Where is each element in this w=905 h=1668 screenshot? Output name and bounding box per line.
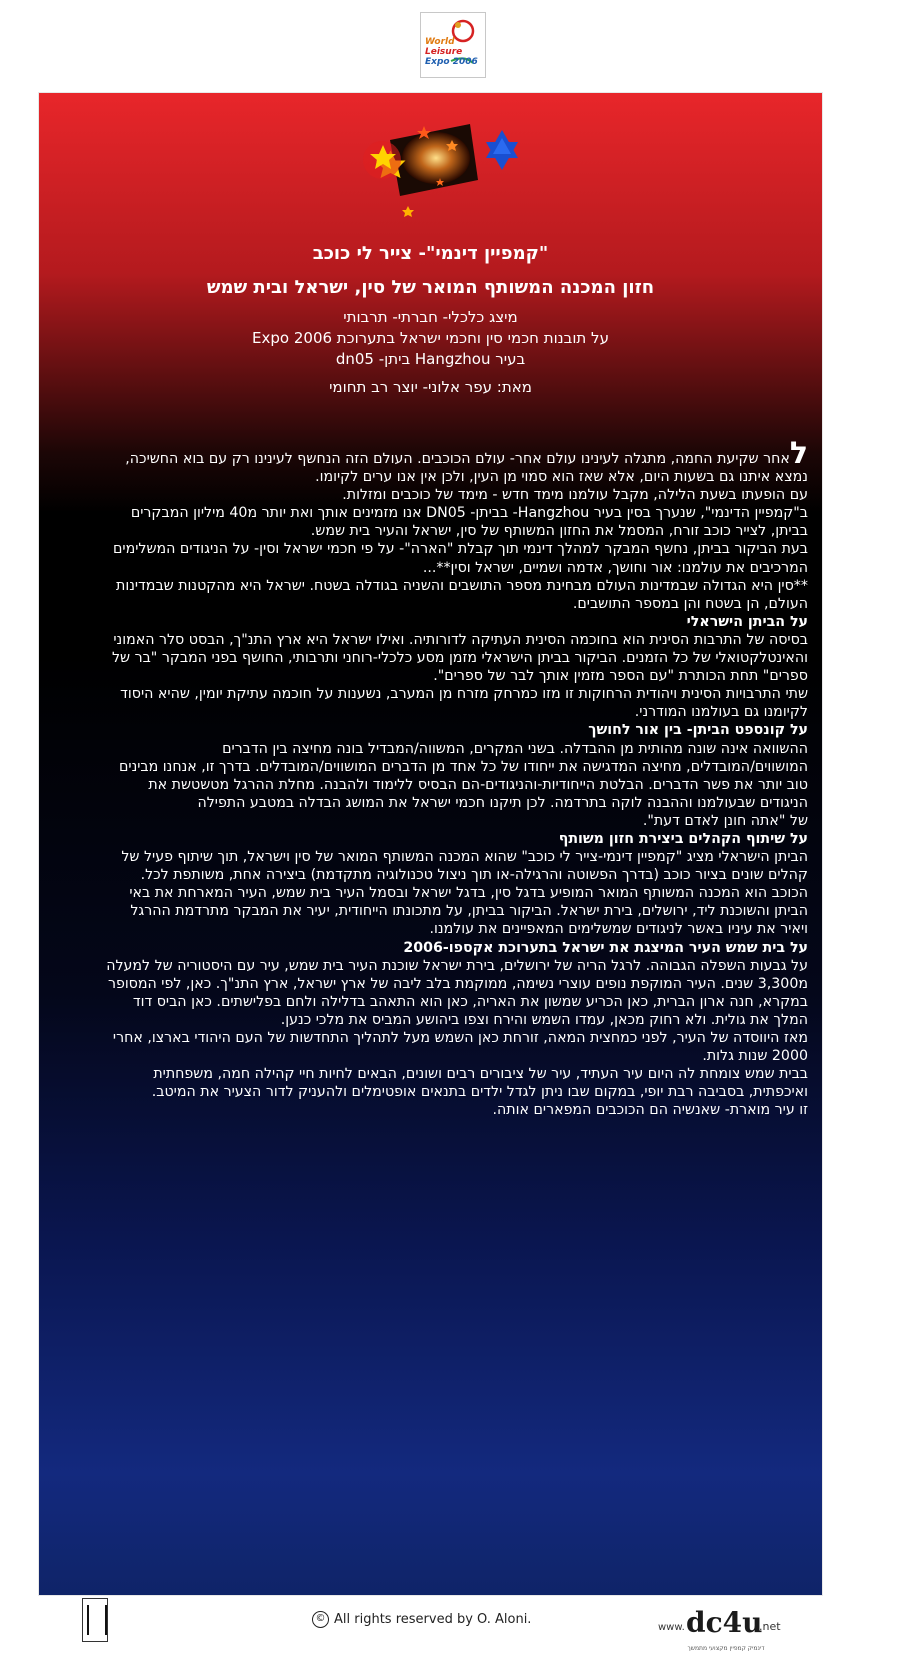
expo-logo	[420, 12, 486, 78]
expo-logo-line3: Expo 2006	[425, 57, 478, 67]
publisher-logo	[82, 1598, 108, 1642]
paragraph: הביתן הישראלי מציג "קמפיין דינמי-צייר לי כוכב" שהוא המכנה המשותף המואר של סין וישראל, תוך שיתוף פעיל של קהלים שונים בציור כוכב (בדרך הפשוטה והרגילה-או תוך ניצול טכנולוגיה מתקדמת) ביצירה אחת, משותפת לכל.	[121, 849, 808, 884]
paragraph: של "אתה חונן לאדם דעת".	[642, 812, 808, 829]
expo-logo-line2: Leisure	[425, 47, 463, 57]
paragraph: בעת הביקור בביתן, נחשף המבקר למהלך דינמי תוך קבלת "הארה"- על פי חכמי ישראל וסין- על הניגודים המשלימים המרכיבים את עולמנו: אור וחושך, אדמה ושמיים, ישראל וסין**...	[112, 541, 808, 576]
paragraph: בסיסה של התרבות הסינית הוא בחוכמה הסינית העתיקה לדורותיה. ואילו ישראל היא ארץ התנ"ך, הבסט סלר האמוני והאינטלקטואלי של כל הזמנים. הביקור בביתן הישראלי מזמן מסע כלכלי-רוחני ותרבותי, החושף בפני המבקר "בר של ספרים" תחת הכותרת "עם הספר מזמין אותך לבר של ספרים".	[111, 631, 808, 685]
intro-line-2: על תובנות חכמי סין וחכמי ישראל בתערוכת Expo 2006	[252, 329, 609, 347]
paragraph: על גבעות השפלה הגבוהה. לרגל הריה של ירושלים, בירת ישראל שוכנת העיר בית שמש, עיר עם היסטוריה של למעלה מ3,300 שנים. העיר המוקפת נופים עוצרי נשימה, ממוקמת בלב ליבה של ארץ ישראל, ארץ התנ"ך. כאן, לפי המסופר במקרא, חנה ארון הברית, כאן הכריע שמשון את האריה, כאן הוא התאהב בדלילה ולחם בפלישתים. כאן הביס דוד המלך את גולית. ולא רחוק מכאן, עמדו השמש והירח וצפו ביהושע המביס את מלכי כנען.	[106, 957, 808, 1028]
paragraph: זו עיר מוארת- שאנשיה הם הכוכבים המפארים אותה.	[492, 1102, 808, 1119]
copyright-icon: ©	[312, 1611, 329, 1628]
article-body	[106, 436, 808, 1119]
copyright-notice: © All rights reserved by O. Aloni.	[312, 1611, 531, 1628]
paragraph: שתי התרבויות הסינית ויהודית הרחוקות זו מזו כמרחק מזרח מן המערב, נשענות על חוכמה עתיקת יומין, שהיא היסוד לקיומנו גם בעולמנו המודרני.	[120, 686, 808, 721]
drop-cap: ל	[789, 436, 808, 471]
paragraph: עם הופעתו בשעת הלילה, מקבל עולמנו מימד חדש - מימד של כוכבים ומזלות.	[342, 487, 808, 504]
intro-line-3: בעיר Hangzhou ביתן- dn05	[335, 350, 526, 368]
logo-tagline: דינמיק קמפיין מקצועי מתמשך	[687, 1645, 765, 1652]
paragraph: בבית שמש צומחת לה היום עיר העתיד, עיר של ציבורים רבים ושונים, הבאים לחיות חיי קהילה חמה, משפחתית ואיכפתית, בסביבה רבת יופי, במקום שבו ניתן לגדל ילדים בתנאים אופטימלים ולהעניק לדור הצעיר את המיטב.	[151, 1066, 808, 1101]
small-star-icon	[402, 206, 414, 217]
author-line: מאת: עפר אלוני- יוצר רב תחומי	[329, 378, 532, 396]
stars-glow	[402, 132, 470, 184]
paragraph: **סין היא הגדולה שבמדינות העולם מבחינת מספר התושבים והשניה בגודלה בשטח. ישראל היא מהקטנות שבמדינות העולם, הן בשטח והן במספר התושבים.	[116, 577, 808, 612]
paragraph: ב"קמפיין הדינמי", שנערך בסין בעיר Hangzhou- בביתן- DN05 אנו מזמינים אותך ואת יותר מ40 מיליון המבקרים בביתן, לצייר כוכב זורח, המסמל את החזון המשותף של סין, ישראל והעיר בית שמש.	[130, 505, 808, 540]
section-heading: על קונספט הביתן- בין אור לחושך	[588, 722, 808, 739]
logo-net: .net	[759, 1620, 781, 1633]
logo-main: dc4u	[686, 1606, 763, 1639]
main-title: "קמפיין דינמי"- צייר לי כוכב	[312, 243, 549, 264]
logo-www: www.	[658, 1622, 685, 1633]
paragraph: לאחר שקיעת החמה, מתגלה לעינינו עולם אחר- עולם הכוכבים. העולם הזה הנחשף לעינינו רק עם בוא החשיכה, נמצא איתנו גם בשעות היום, אלא שאז הוא סמוי מן העין, ולכן אין אנו ערים לקיומו.	[125, 436, 808, 486]
subtitle: חזון המכנה המשותף המואר של סין, ישראל ובית שמש	[206, 277, 655, 298]
expo-logo-line1: World	[425, 37, 455, 47]
dc4u-logo[interactable]	[660, 1600, 785, 1655]
paragraph: ההשוואה אינה שונה מהותית מן ההבדלה. בשני המקרים, המשווה/המבדיל בונה מחיצה בין הדברים המושווים/המובדלים, מחיצה המדגישה את ייחודו של כל אחד מן הדברים המושווים/המובדלים. בדרך זו, אנחנו מבינים טוב יותר את פשר הדברים. הבלטת הייחודיות-והניגודים-הם הבסיס ללימוד ולהבנה. מחלת ההרגל מטשטשת את הניגודים שבעולמנו וההבנה לוקה בתרדמה. לכן תיקנו חכמי ישראל את המושג הבדלה במטבע התפילה	[118, 740, 808, 811]
section-heading: על בית שמש העיר המיצגת את ישראל בתערוכת אקספו-2006	[403, 939, 808, 956]
section-heading: על שיתוף הקהלים ביצירת חזון משותף	[558, 830, 808, 847]
paragraph: הכוכב הוא המכנה המשותף המואר המופיע בדגל סין, בדגל ישראל ובסמל העיר בית שמש, העיר המארחת את באי הביתן והשוכנת ליד, ירושלים, בירת ישראל. הביקור בביתן, על מתכונתו הייחודית, יעיר את המבקר מתרדמת ההרגל ויאיר את עיניו באשר לניגודים שמשלימים המאפיינים את עולמנו.	[129, 885, 808, 938]
paragraph: מאז היווסדה של העיר, לפני כמחצית המאה, זורחת כאן השמש מעל לתהליך התחדשות של העם היהודי בארצו, אחרי 2000 שנות גלות.	[112, 1030, 808, 1065]
publisher-logo-mark	[87, 1605, 107, 1635]
intro-line-1: מיצג כלכלי- חברתי- תרבותי	[343, 308, 518, 326]
stars-emblem	[360, 110, 540, 220]
section-heading: על הביתן הישראלי	[686, 613, 808, 630]
